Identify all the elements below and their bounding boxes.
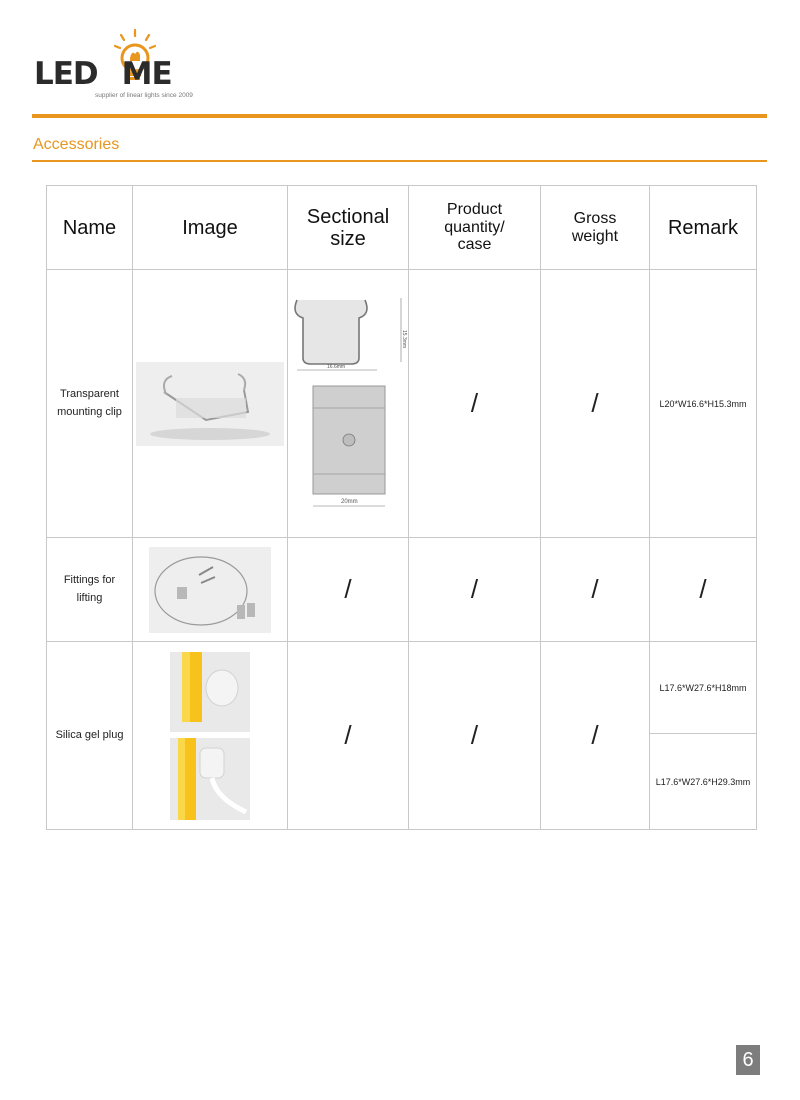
table-header-row xyxy=(47,186,757,270)
logo-tagline: supplier of linear lights since 2009 xyxy=(95,92,193,99)
row-remark: L20*W16.6*H15.3mm xyxy=(650,270,757,538)
row-name: Silica gel plug xyxy=(47,642,133,830)
dim-width-bottom-label: 20mm xyxy=(341,498,358,505)
mounting-clip-photo xyxy=(136,362,284,446)
page-number: 6 xyxy=(736,1045,760,1075)
dim-width-top-label: 16.6mm xyxy=(327,363,346,370)
logo-wordmark: LED ME xyxy=(34,56,172,92)
header-name: Name xyxy=(47,186,133,270)
row-remark-1: L17.6*W27.6*H18mm xyxy=(650,642,757,734)
table-row xyxy=(47,538,757,642)
header-product-quantity: Product quantity/ case xyxy=(409,186,541,270)
row-image xyxy=(133,538,288,642)
silica-plug-photo-1 xyxy=(170,652,250,732)
row-gross-weight: / xyxy=(541,538,650,642)
row-product-quantity: / xyxy=(409,642,541,830)
row-image xyxy=(133,270,288,538)
row-sectional-size xyxy=(288,270,409,538)
table-row xyxy=(47,642,757,734)
row-sectional-size: / xyxy=(288,642,409,830)
row-name: Transparent mounting clip xyxy=(47,270,133,538)
header-gross-weight: Gross weight xyxy=(541,186,650,270)
header-remark: Remark xyxy=(650,186,757,270)
row-remark: / xyxy=(650,538,757,642)
table-row xyxy=(47,270,757,538)
accessories-table xyxy=(46,185,757,830)
row-product-quantity: / xyxy=(409,538,541,642)
clip-profile-drawing xyxy=(289,294,407,374)
row-image xyxy=(133,642,288,830)
row-sectional-size: / xyxy=(288,538,409,642)
header-sectional-size: Sectional size xyxy=(288,186,409,270)
header-image: Image xyxy=(133,186,288,270)
lifting-fittings-photo xyxy=(149,547,271,633)
company-logo xyxy=(34,22,234,102)
row-name: Fittings for lifting xyxy=(47,538,133,642)
section-rule xyxy=(32,160,767,162)
row-gross-weight: / xyxy=(541,270,650,538)
header-rule xyxy=(32,114,767,118)
row-remark-2: L17.6*W27.6*H29.3mm xyxy=(650,734,757,830)
section-title: Accessories xyxy=(33,136,120,153)
row-gross-weight: / xyxy=(541,642,650,830)
silica-plug-photo-2 xyxy=(170,738,250,820)
row-product-quantity: / xyxy=(409,270,541,538)
dim-height-label: 15.3mm xyxy=(401,329,407,348)
clip-top-view-drawing xyxy=(289,382,407,514)
